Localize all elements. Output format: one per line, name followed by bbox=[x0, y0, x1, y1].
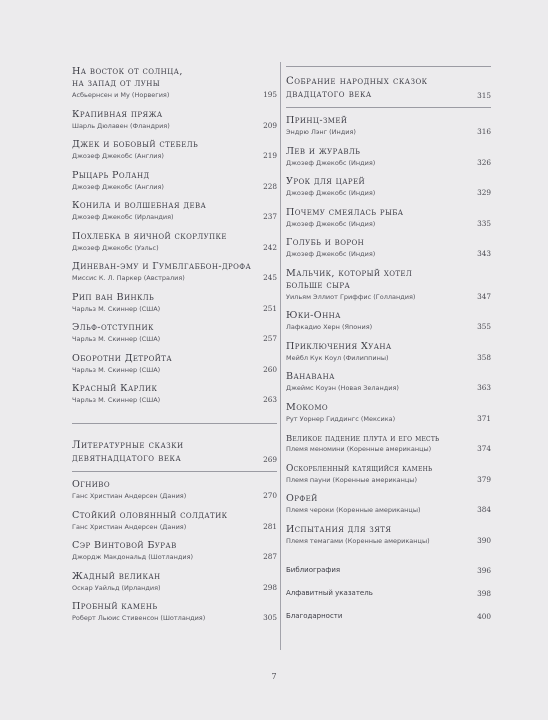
section-heading[interactable] bbox=[286, 67, 491, 107]
entry-author: Джордж Макдональд (Шотландия) bbox=[72, 553, 194, 561]
entry-title: На восток от солнца, bbox=[72, 66, 183, 77]
toc-entry[interactable] bbox=[286, 432, 491, 454]
toc-entry[interactable] bbox=[72, 383, 277, 405]
entry-author: Джозеф Джекобс (Англия) bbox=[72, 152, 164, 160]
toc-entry-bibliography[interactable] bbox=[286, 564, 491, 576]
entry-page: 355 bbox=[477, 322, 491, 331]
entry-title: Благодарности bbox=[286, 611, 343, 620]
entry-title: Оскорбленный катящийся камень bbox=[286, 463, 433, 474]
entry-author: Эндрю Лэнг (Индия) bbox=[286, 128, 356, 136]
section-page: 315 bbox=[477, 91, 491, 100]
entry-page: 347 bbox=[477, 291, 491, 301]
entry-author: Джозеф Джекобс (Индия) bbox=[286, 219, 376, 228]
toc-entry[interactable] bbox=[72, 66, 277, 100]
entry-page: 326 bbox=[477, 157, 491, 167]
toc-entry[interactable] bbox=[286, 268, 491, 302]
entry-author: Чарльз М. Скиннер (США) bbox=[72, 396, 161, 404]
entry-title: Испытания для зятя bbox=[286, 523, 392, 535]
entry-page: 260 bbox=[263, 364, 277, 374]
entry-page: 371 bbox=[477, 413, 491, 423]
entry-page: 281 bbox=[263, 521, 277, 531]
entry-title: Мальчик, который хотел bbox=[286, 267, 413, 279]
entry-page: 270 bbox=[263, 491, 277, 500]
entry-author: Джозеф Джекобс (Индия) bbox=[286, 158, 376, 167]
entry-title: Похлебка в яичной скорлупке bbox=[72, 230, 227, 242]
page-number: 7 bbox=[271, 672, 277, 681]
entry-page: 305 bbox=[263, 613, 277, 622]
entry-title: Крапивная пряжа bbox=[72, 108, 163, 120]
entry-author: Уильям Эллиот Гриффис (Голландия) bbox=[286, 292, 416, 301]
entry-author: Шарль Дюлавен (Фландрия) bbox=[72, 121, 170, 130]
entry-author: Джозеф Джекобс (Индия) bbox=[286, 250, 376, 258]
entry-title: Принц-змей bbox=[286, 115, 348, 126]
entry-title: Ванавана bbox=[286, 371, 335, 382]
entry-page: 396 bbox=[477, 565, 491, 575]
entry-title: Красный Карлик bbox=[72, 383, 158, 394]
entry-title: Юки-Онна bbox=[286, 310, 341, 321]
toc-entry[interactable] bbox=[286, 341, 491, 363]
entry-page: 398 bbox=[477, 588, 491, 598]
entry-page: 384 bbox=[477, 505, 491, 514]
entry-page: 228 bbox=[263, 181, 277, 191]
entry-title: Мокомо bbox=[286, 401, 329, 413]
toc-entry[interactable] bbox=[72, 322, 277, 344]
section-heading[interactable] bbox=[72, 431, 277, 471]
toc-entry[interactable] bbox=[72, 170, 277, 192]
toc-entry-acknowledgements[interactable] bbox=[286, 610, 491, 622]
entry-title: Диневан-эму и Гумблгаббон-дрофа bbox=[72, 261, 252, 272]
toc-entry[interactable] bbox=[72, 139, 277, 161]
toc-entry[interactable] bbox=[72, 261, 277, 283]
entry-author: Джозеф Джекобс (Англия) bbox=[72, 182, 164, 191]
entry-title: Лев и журавль bbox=[286, 145, 361, 157]
entry-author: Чарльз М. Скиннер (США) bbox=[72, 335, 161, 343]
toc-entry[interactable] bbox=[72, 109, 277, 131]
entry-page: 335 bbox=[477, 218, 491, 228]
toc-left-column bbox=[72, 66, 277, 632]
entry-title: больше сыра bbox=[286, 279, 351, 291]
toc-entry[interactable] bbox=[286, 310, 491, 332]
entry-author: Оскар Уайльд (Ирландия) bbox=[72, 583, 161, 592]
entry-title: Голубь и ворон bbox=[286, 237, 365, 248]
section-page: 269 bbox=[263, 455, 277, 464]
entry-page: 358 bbox=[477, 352, 491, 362]
entry-author: Племя чероки (Коренные американцы) bbox=[286, 506, 421, 514]
entry-page: 343 bbox=[477, 249, 491, 258]
entry-author: Чарльз М. Скиннер (США) bbox=[72, 304, 161, 313]
section-rule bbox=[72, 423, 277, 424]
entry-author: Ганс Христиан Андерсен (Дания) bbox=[72, 492, 187, 500]
entry-title: Библиография bbox=[286, 565, 341, 574]
entry-page: 390 bbox=[477, 535, 491, 545]
toc-entry[interactable] bbox=[286, 463, 491, 485]
toc-entry-index[interactable] bbox=[286, 587, 491, 599]
entry-author: Миссис К. Л. Паркер (Австралия) bbox=[72, 274, 185, 282]
toc-entry[interactable] bbox=[72, 540, 277, 562]
toc-entry[interactable] bbox=[72, 479, 277, 501]
toc-entry[interactable] bbox=[286, 115, 491, 137]
entry-title: Алфавитный указатель bbox=[286, 588, 373, 597]
entry-title: Оборотни Детройта bbox=[72, 352, 173, 364]
entry-page: 219 bbox=[263, 151, 277, 160]
entry-title: Приключения Хуана bbox=[286, 340, 392, 352]
entry-page: 251 bbox=[263, 303, 277, 313]
entry-page: 245 bbox=[263, 273, 277, 282]
entry-author: Асбьернсен и Му (Норвегия) bbox=[72, 91, 170, 99]
toc-entry[interactable] bbox=[286, 524, 491, 546]
section-rule bbox=[72, 471, 277, 472]
entry-page: 363 bbox=[477, 383, 491, 392]
section-rule bbox=[286, 107, 491, 108]
entry-author: Племя темагами (Коренные американцы) bbox=[286, 536, 430, 545]
toc-entry[interactable] bbox=[72, 353, 277, 375]
entry-author: Рут Уорнер Гиддингс (Мексика) bbox=[286, 414, 396, 423]
toc-entry[interactable] bbox=[72, 231, 277, 253]
entry-page: 257 bbox=[263, 334, 277, 343]
entry-title: Стойкий оловянный солдатик bbox=[72, 509, 228, 521]
entry-page: 237 bbox=[263, 212, 277, 221]
entry-author: Джозеф Джекобс (Индия) bbox=[286, 189, 376, 197]
entry-author: Племя пауни (Коренные американцы) bbox=[286, 475, 417, 484]
entry-author: Ганс Христиан Андерсен (Дания) bbox=[72, 522, 187, 531]
entry-title: на запад от луны bbox=[72, 78, 161, 89]
entry-page: 209 bbox=[263, 120, 277, 130]
toc-entry[interactable] bbox=[286, 176, 491, 198]
entry-page: 195 bbox=[263, 90, 277, 99]
entry-author: Мейбл Кук Коул (Филиппины) bbox=[286, 353, 389, 362]
toc-entry[interactable] bbox=[286, 207, 491, 229]
toc-entry[interactable] bbox=[72, 601, 277, 623]
toc-entry[interactable] bbox=[286, 402, 491, 424]
toc-entry[interactable] bbox=[286, 371, 491, 393]
entry-page: 298 bbox=[263, 582, 277, 592]
entry-author: Чарльз М. Скиннер (США) bbox=[72, 365, 161, 374]
entry-author: Джозеф Джекобс (Ирландия) bbox=[72, 213, 174, 221]
entry-title: Огниво bbox=[72, 479, 110, 490]
entry-title: Сэр Винтовой Бурав bbox=[72, 540, 177, 551]
entry-title: Великое падение плута и его месть bbox=[286, 433, 440, 443]
entry-title: Пробный камень bbox=[72, 601, 158, 612]
entry-author: Лафкадио Херн (Япония) bbox=[286, 323, 373, 331]
entry-title: Рип ван Винкль bbox=[72, 291, 155, 303]
toc-entry[interactable] bbox=[286, 146, 491, 168]
toc-entry[interactable] bbox=[72, 292, 277, 314]
entry-page: 329 bbox=[477, 188, 491, 197]
entry-page: 374 bbox=[477, 444, 491, 453]
entry-page: 263 bbox=[263, 395, 277, 404]
entry-title: Почему смеялась рыба bbox=[286, 206, 404, 218]
entry-author: Роберт Льюис Стивенсон (Шотландия) bbox=[72, 614, 206, 622]
entry-author: Джеймс Коуэн (Новая Зеландия) bbox=[286, 384, 399, 392]
toc-right-column bbox=[286, 66, 491, 630]
entry-page: 242 bbox=[263, 242, 277, 252]
entry-page: 316 bbox=[477, 127, 491, 136]
entry-title: Орфей bbox=[286, 493, 318, 504]
toc-entry[interactable] bbox=[286, 493, 491, 515]
entry-title: Эльф-отступник bbox=[72, 322, 154, 333]
toc-entry[interactable] bbox=[72, 510, 277, 532]
column-divider bbox=[280, 62, 281, 650]
section-title: Литературные сказки девятнадцатого века bbox=[72, 440, 184, 464]
entry-title: Джек и бобовый стебель bbox=[72, 139, 199, 150]
toc-entry[interactable] bbox=[72, 200, 277, 222]
entry-author: Джозеф Джекобс (Уэльс) bbox=[72, 243, 159, 252]
back-matter bbox=[286, 564, 491, 622]
entry-page: 400 bbox=[477, 611, 491, 621]
entry-page: 379 bbox=[477, 474, 491, 484]
toc-entry[interactable] bbox=[72, 571, 277, 593]
entry-author: Племя меномини (Коренные американцы) bbox=[286, 445, 432, 453]
entry-title: Жадный великан bbox=[72, 570, 161, 582]
toc-entry[interactable] bbox=[286, 237, 491, 259]
entry-page: 287 bbox=[263, 552, 277, 561]
entry-title: Конила и волшебная дева bbox=[72, 200, 207, 211]
entry-title: Урок для царей bbox=[286, 176, 366, 187]
section-title: Собрание народных сказок двадцатого века bbox=[286, 76, 428, 100]
entry-title: Рыцарь Роланд bbox=[72, 169, 150, 181]
